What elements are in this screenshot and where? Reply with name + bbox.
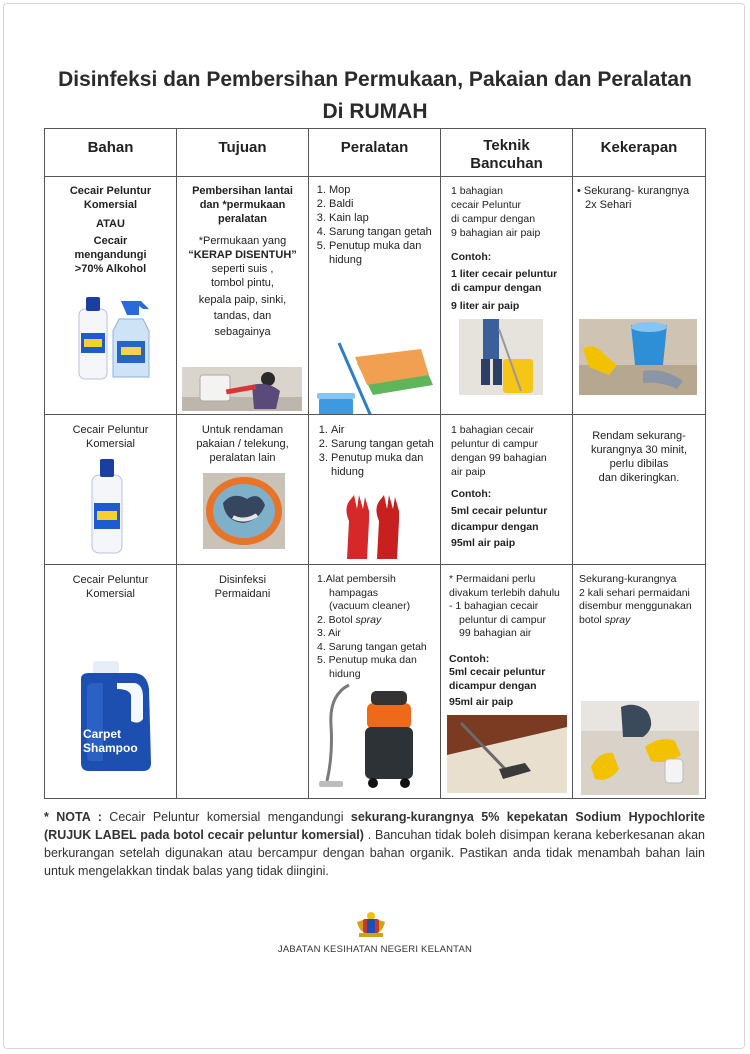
mopping-floor-photo xyxy=(459,319,543,395)
row3-kekerapan-text: botol xyxy=(579,613,605,626)
row1-teknik-line: di campur dengan xyxy=(451,213,536,225)
row1-tujuan-line: tandas, dan xyxy=(213,310,272,322)
row3-bahan xyxy=(45,565,177,799)
row3-per2-italic: spray xyxy=(355,613,382,626)
row2-teknik-contoh: Contoh: xyxy=(451,488,492,500)
row2-tujuan-line: Untuk rendaman xyxy=(201,424,284,436)
title-line-1: Disinfeksi dan Pembersihan Permukaan, Pakaian dan Peralatan xyxy=(58,68,692,91)
row2-kekerapan xyxy=(573,415,706,565)
title-line-2: Di RUMAH xyxy=(322,100,428,123)
header-teknik-line2: Bancuhan xyxy=(470,155,543,172)
table-row xyxy=(45,415,706,565)
row3-teknik xyxy=(441,565,573,799)
cleaning-bucket-mop-photo xyxy=(579,319,697,395)
row3-teknik-example: dicampur dengan xyxy=(449,679,537,692)
row3-bahan-line: Komersial xyxy=(86,588,135,600)
row3-peralatan-line: 3. Air xyxy=(317,627,341,639)
carpet-shampoo-bottle-image xyxy=(73,661,153,773)
row1-tujuan-line: peralatan xyxy=(218,213,267,225)
row2-tujuan xyxy=(177,415,309,565)
row2-kekerapan-line: Rendam sekurang- xyxy=(592,430,686,442)
nota-label: * NOTA : xyxy=(44,810,102,824)
row1-teknik-line: cecair Peluntur xyxy=(451,199,522,211)
bleach-bottle-image xyxy=(89,455,125,555)
row3-tujuan-line: Permaidani xyxy=(214,588,271,600)
row2-teknik-line: air paip xyxy=(451,466,486,478)
cleaning-sink-photo xyxy=(182,367,302,411)
row3-kekerapan-italic: spray xyxy=(604,613,631,626)
table-row xyxy=(45,177,706,415)
row2-teknik xyxy=(441,415,573,565)
row1-bahan-line: Cecair xyxy=(93,235,128,247)
header-peralatan: Peralatan xyxy=(309,129,441,177)
row3-peralatan-line: 1.Alat pembersih xyxy=(317,573,396,585)
list-item: 1. Air xyxy=(331,423,440,437)
row1-teknik-example: di campur dengan xyxy=(451,282,542,294)
row1-tujuan-line: seperti suis , xyxy=(211,263,274,275)
header-kekerapan: Kekerapan xyxy=(573,129,706,177)
nota-paragraph xyxy=(44,808,705,880)
row2-teknik-example: 95ml air paip xyxy=(451,537,516,549)
red-rubber-gloves-image xyxy=(343,493,407,561)
row1-tujuan-line: tombol pintu, xyxy=(211,277,274,289)
nota-bold-text: sekurang-kurangnya 5% kepekatan Sodium Hypochlorite (RUJUK LABEL pada botol cecair peluntur komersial) xyxy=(44,810,705,842)
row1-teknik-line: 9 bahagian air paip xyxy=(451,227,541,239)
row3-teknik-line: 99 bahagian air xyxy=(459,627,532,639)
carpet-shampoo-bottle-shape xyxy=(73,661,153,773)
row1-tujuan xyxy=(177,177,309,415)
row1-bahan xyxy=(45,177,177,415)
row1-bahan-line: Komersial xyxy=(83,199,138,211)
row1-teknik-example: 9 liter air paip xyxy=(451,300,520,312)
malaysia-coat-of-arms-logo xyxy=(353,910,389,938)
guideline-table xyxy=(44,128,706,799)
row2-bahan xyxy=(45,415,177,565)
row3-tujuan-line: Disinfeksi xyxy=(218,574,267,586)
shampoo-label: Shampoo xyxy=(83,741,138,755)
row1-peralatan xyxy=(309,177,441,415)
row1-tujuan-line: dan *permukaan xyxy=(199,199,286,211)
row2-tujuan-line: pakaian / telekung, xyxy=(196,438,289,450)
row3-kekerapan-line: disembur menggunakan xyxy=(579,600,692,612)
row1-teknik-example: 1 liter cecair peluntur xyxy=(451,268,558,280)
row2-teknik-line: 1 bahagian cecair xyxy=(451,424,534,436)
row3-teknik-line: * Permaidani perlu xyxy=(449,573,536,585)
row3-bahan-line: Cecair Peluntur xyxy=(72,574,149,586)
row3-per2-text: 2. Botol xyxy=(317,613,356,626)
row2-peralatan-list xyxy=(309,415,440,479)
row2-kekerapan-line: perlu dibilas xyxy=(609,458,669,470)
row3-peralatan-line xyxy=(317,614,440,628)
row1-teknik-line: 1 bahagian xyxy=(451,185,503,197)
row3-peralatan-line: 4. Sarung tangan getah xyxy=(317,640,427,653)
row2-kekerapan-line: dan dikeringkan. xyxy=(598,472,680,484)
row2-teknik-line: dengan 99 bahagian xyxy=(451,452,547,464)
carpet-label: Carpet xyxy=(83,727,122,741)
row1-tujuan-line: Pembersihan lantai xyxy=(192,185,293,197)
list-item: 5. Penutup muka dan hidung xyxy=(329,239,440,267)
list-item: 2. Sarung tangan getah xyxy=(331,437,440,451)
mop-bucket-cloths-image xyxy=(317,337,437,415)
row3-teknik-example: 95ml air paip xyxy=(449,696,514,708)
row1-tujuan-line: *Permukaan yang xyxy=(198,235,287,247)
nota-text: . Bancuhan tidak boleh disimpan kerana keberkesanan akan berkurangan setelah digunakan atau bercampur dengan bahan organik. Pastikan anda tidak menambah bahan lain untuk mengelakkan tindak balas yang tidak diingini. xyxy=(44,828,706,878)
list-item: 1. Mop xyxy=(329,183,440,197)
row1-teknik-contoh: Contoh: xyxy=(451,251,492,263)
row1-kekerapan-line: • Sekurang- kurangnya xyxy=(577,185,690,197)
row3-teknik-example: 5ml cecair peluntur xyxy=(449,666,546,678)
vacuuming-carpet-photo xyxy=(447,715,567,793)
row3-teknik-line: - 1 bahagian cecair xyxy=(449,600,539,612)
vacuum-cleaner-image xyxy=(319,681,429,793)
bleach-and-spray-bottles-image xyxy=(75,295,155,381)
row1-bahan-atau: ATAU xyxy=(96,218,125,230)
row3-teknik-contoh: Contoh: xyxy=(449,652,490,665)
row2-bahan-line: Komersial xyxy=(86,438,135,450)
row2-teknik-example: 5ml cecair peluntur xyxy=(451,505,548,517)
spraying-carpet-photo xyxy=(581,701,699,795)
row3-tujuan xyxy=(177,565,309,799)
row2-teknik-example: dicampur dengan xyxy=(451,521,539,533)
header-tujuan: Tujuan xyxy=(177,129,309,177)
row3-kekerapan-line: 2 kali sehari permaidani xyxy=(579,586,690,599)
row2-tujuan-line: peralatan lain xyxy=(209,452,276,464)
list-item: 4. Sarung tangan getah xyxy=(329,225,440,239)
row3-peralatan-line: 5. Penutup muka dan xyxy=(317,654,417,666)
row1-teknik xyxy=(441,177,573,415)
list-item: 3. Penutup muka dan hidung xyxy=(331,451,440,479)
table-row xyxy=(45,565,706,799)
row1-peralatan-list xyxy=(309,177,440,267)
row2-teknik-line: peluntur di campur xyxy=(451,438,538,450)
footer-department: JABATAN KESIHATAN NEGERI KELANTAN xyxy=(277,944,473,955)
header-teknik-bancuhan xyxy=(441,129,573,177)
row1-bahan-line: >70% Alkohol xyxy=(74,263,147,275)
nota-text: Cecair Peluntur komersial mengandungi xyxy=(101,810,351,824)
list-item: 2. Baldi xyxy=(329,197,440,211)
header-teknik-line1: Teknik xyxy=(483,137,530,154)
row1-kekerapan xyxy=(573,177,706,415)
soaking-basin-photo xyxy=(203,473,285,549)
row3-teknik-line: peluntur di campur xyxy=(459,613,546,626)
row3-teknik-line: divakum terlebih dahulu xyxy=(449,586,560,599)
row3-peralatan-line: hidung xyxy=(329,667,361,680)
row3-peralatan-line: hampagas xyxy=(329,586,379,599)
row1-tujuan-highlight: “KERAP DISENTUH” xyxy=(188,249,297,261)
row2-kekerapan-line: kurangnya 30 minit, xyxy=(591,444,687,456)
row2-bahan-line: Cecair Peluntur xyxy=(72,424,149,436)
table-header-row xyxy=(45,129,706,177)
row1-tujuan-line: sebagainya xyxy=(214,326,271,338)
row3-peralatan-line: (vacuum cleaner) xyxy=(329,600,411,612)
list-item: 3. Kain lap xyxy=(329,211,440,225)
row3-kekerapan-line: Sekurang-kurangnya xyxy=(579,573,677,585)
row1-bahan-line: mengandungi xyxy=(74,249,147,261)
header-bahan: Bahan xyxy=(45,129,177,177)
page-title xyxy=(20,64,730,128)
row1-bahan-line: Cecair Peluntur xyxy=(69,185,152,197)
row1-kekerapan-line: 2x Sehari xyxy=(585,199,632,211)
row2-peralatan xyxy=(309,415,441,565)
row3-kekerapan-line xyxy=(579,614,705,628)
row3-kekerapan xyxy=(573,565,706,799)
row3-peralatan xyxy=(309,565,441,799)
row1-tujuan-line: kepala paip, sinki, xyxy=(198,294,287,306)
